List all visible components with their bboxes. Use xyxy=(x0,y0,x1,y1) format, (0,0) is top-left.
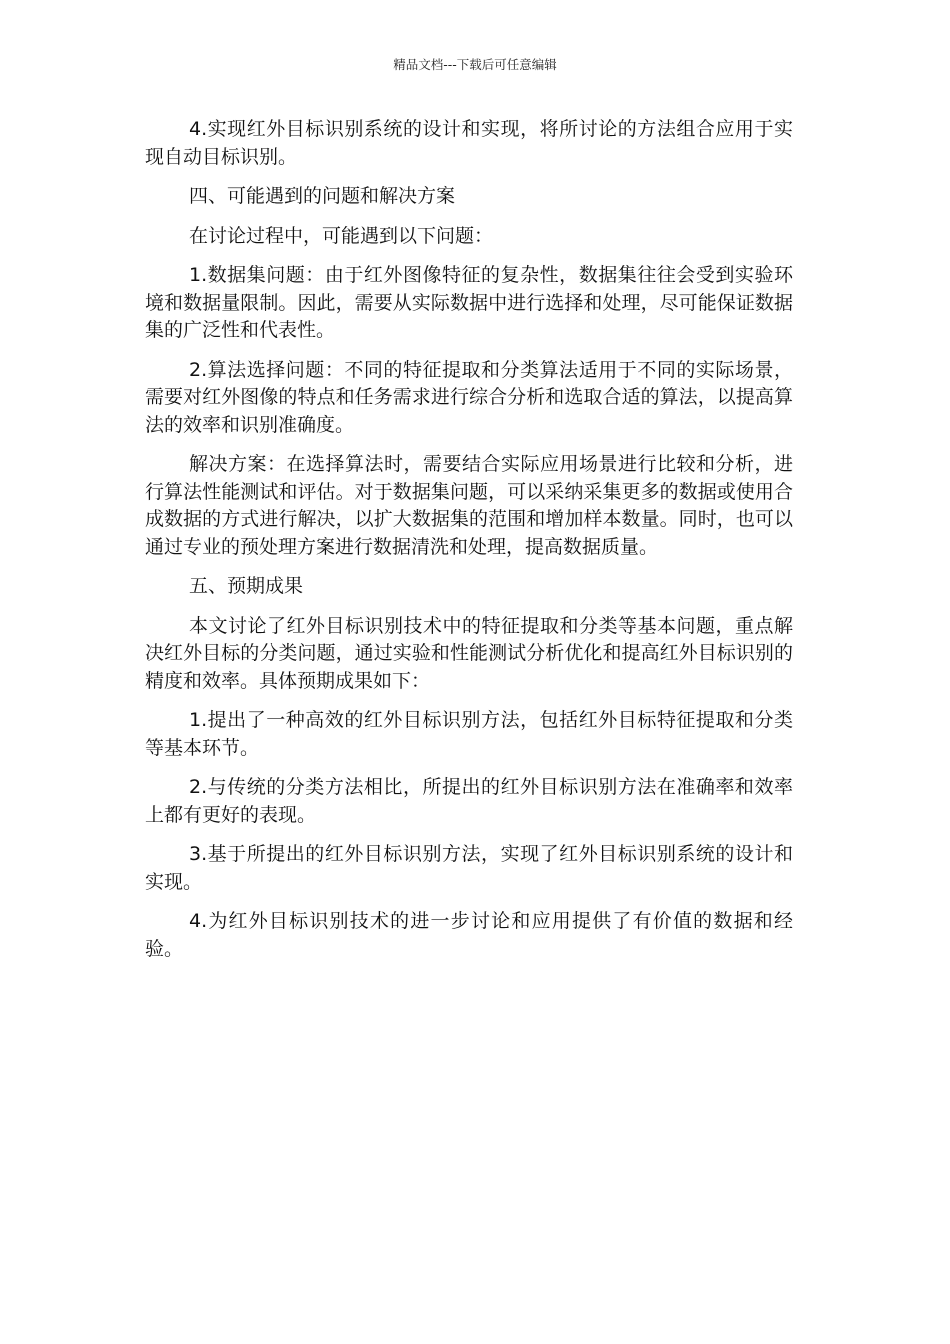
document-body xyxy=(145,116,793,975)
paragraph-result-3: 3.基于所提出的红外目标识别方法，实现了红外目标识别系统的设计和实现。 xyxy=(145,843,793,893)
paragraph-algorithm-problem: 2.算法选择问题：不同的特征提取和分类算法适用于不同的实际场景，需要对红外图像的特点和任务需求进行综合分析和选取合适的算法，以提高算法的效率和识别准确度。 xyxy=(145,358,793,436)
paragraph-result-1: 1.提出了一种高效的红外目标识别方法，包括红外目标特征提取和分类等基本环节。 xyxy=(145,709,793,759)
paragraph-problems-intro: 在讨论过程中，可能遇到以下问题： xyxy=(189,224,494,247)
paragraph-result-2: 2.与传统的分类方法相比，所提出的红外目标识别方法在准确率和效率上都有更好的表现。 xyxy=(145,776,793,826)
paragraph-dataset-problem: 1.数据集问题：由于红外图像特征的复杂性，数据集往往会受到实验环境和数据量限制。因此，需要从实际数据中进行选择和处理，尽可能保证数据集的广泛性和代表性。 xyxy=(145,264,793,341)
section-heading-problems: 四、可能遇到的问题和解决方案 xyxy=(189,185,456,207)
paragraph-solution: 解决方案：在选择算法时，需要结合实际应用场景进行比较和分析，进行算法性能测试和评估。对于数据集问题，可以采纳采集更多的数据或使用合成数据的方式进行解决，以扩大数据集的范围和增加样本数量。同时，也可以通过专业的预处理方案进行数据清洗和处理，提高数据质量。 xyxy=(145,453,793,558)
paragraph-item-4-implementation: 4.实现红外目标识别系统的设计和实现，将所讨论的方法组合应用于实现自动目标识别。 xyxy=(145,118,793,168)
section-heading-expected-results: 五、预期成果 xyxy=(189,575,304,597)
paragraph-result-4: 4.为红外目标识别技术的进一步讨论和应用提供了有价值的数据和经验。 xyxy=(145,910,793,960)
paragraph-results-intro: 本文讨论了红外目标识别技术中的特征提取和分类等基本问题，重点解决红外目标的分类问题，通过实验和性能测试分析优化和提高红外目标识别的精度和效率。具体预期成果如下： xyxy=(145,614,793,692)
page-header: 精品文档---下载后可任意编辑 xyxy=(393,57,557,72)
